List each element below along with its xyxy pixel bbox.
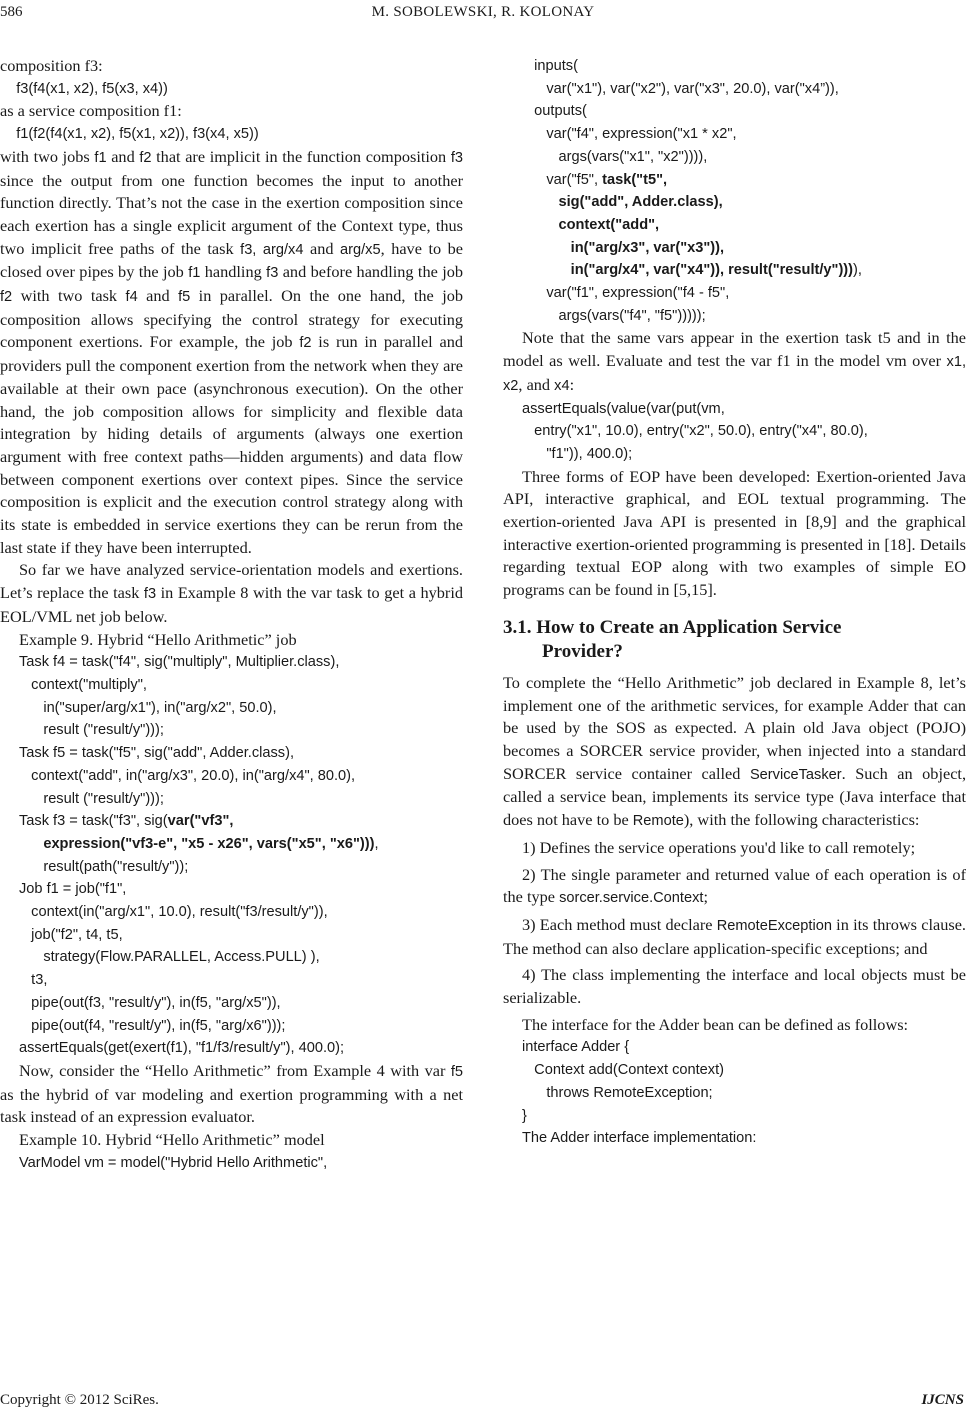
code-line: args(vars("x1", "x2")))), bbox=[522, 148, 708, 165]
paragraph: as a service composition f1: bbox=[0, 101, 182, 121]
code-line: throws RemoteException; bbox=[522, 1084, 713, 1101]
page-number: 586 bbox=[0, 4, 23, 20]
code-line: in("arg/x4", var("x4")), result("result/y")))), bbox=[522, 262, 862, 279]
code-line: context("add", bbox=[522, 216, 660, 233]
code-line: var("f5", task("t5", bbox=[522, 171, 668, 188]
code-line: pipe(out(f4, "result/y"), in(f5, "arg/x6"))); bbox=[19, 1017, 286, 1034]
page-header bbox=[0, 0, 966, 24]
paragraph: Three forms of EOP have been developed: Exertion-oriented Java API, interactive graphical, and EOL textual programming. The exertion-oriented Java API is presented in [8,9] and the graphical interactive exertion-oriented programming is presented in [18]. Details regarding textual EOP along with two examples of simple EO programs can be found in [5,15]. bbox=[503, 466, 966, 600]
list-item: 4) The class implementing the interface and local objects must be serializable. bbox=[503, 965, 966, 1008]
code-line: VarModel vm = model("Hybrid Hello Arithmetic", bbox=[19, 1154, 328, 1171]
code-line: result ("result/y"))); bbox=[19, 722, 164, 739]
code-block-adder bbox=[503, 1036, 966, 1150]
code-line: in("arg/x3", var("x3")), bbox=[522, 239, 725, 256]
code-line: interface Adder { bbox=[522, 1039, 630, 1056]
paragraph: composition f3: bbox=[0, 56, 103, 75]
code-line: var("f1", expression("f4 - f5", bbox=[522, 285, 730, 302]
code-line: expression("vf3-e", "x5 - x26", vars("x5", "x6"))), bbox=[19, 835, 379, 852]
code-block-example-10 bbox=[503, 55, 966, 327]
code-line: var("x1"), var("x2"), var("x3", 20.0), var("x4”)), bbox=[522, 80, 839, 97]
page-footer bbox=[0, 1392, 966, 1412]
code-line: } bbox=[522, 1107, 527, 1124]
code-line: context("add", in("arg/x3", 20.0), in("arg/x4", 80.0), bbox=[19, 767, 356, 784]
code-line: t3, bbox=[19, 972, 48, 989]
running-head: M. SOBOLEWSKI, R. KOLONAY bbox=[371, 4, 595, 20]
code-line: sig("add", Adder.class), bbox=[522, 194, 723, 211]
code-line: Task f3 = task("f3", sig(var("vf3", bbox=[19, 813, 234, 830]
code-line: Context add(Context context) bbox=[522, 1062, 724, 1079]
paragraph: with two jobs f1 and f2 that are implicit in the function composition f3 since the output from one function becomes the input to another function directly. That’s not the case in the exertion composition since each exertion has a single explicit argument of the Context type, thus two implicit free paths of the task f3, arg/x4 and arg/x5, have to be closed over pipes by the job f1 handling f3 and before handling the job f2 with two task f4 and f5 in parallel. On the one hand, the job composition allows specifying the control strategy for executing component exertions. For example, the job f2 is run in parallel and providers pull the component exertion from the network when they are available at their own pace (asynchronous execution). On the other hand, the job composition allows for simplicity and flexible data integration by hiding details of arguments (always one exertion argument with free context paths—hidden arguments) and data flow between component exertions over context pipes. Since the service composition is explicit and the execution control strategy along with its state is embedded in service exertions they can be rerun from the last state if they have been interrupted. bbox=[0, 146, 464, 557]
list-item: 2) The single parameter and returned value of each operation is of the type sorcer.service.Context; bbox=[503, 864, 966, 907]
paragraph: So far we have analyzed service-orientation models and exertions. Let’s replace the task f3 in Example 8 with the var task to get a hybrid EOL/VML net job below. bbox=[0, 560, 463, 626]
code-line: inputs( bbox=[522, 58, 578, 74]
code-line: The Adder interface implementation: bbox=[522, 1130, 757, 1147]
paragraph: The interface for the Adder bean can be defined as follows: bbox=[522, 1014, 909, 1034]
code-line: pipe(out(f3, "result/y"), in(f5, "arg/x5")), bbox=[19, 994, 281, 1011]
example-caption: Example 9. Hybrid “Hello Arithmetic” job bbox=[19, 629, 297, 649]
journal-name: IJCNS bbox=[921, 1392, 964, 1408]
code-line: var("f4", expression("x1 * x2", bbox=[522, 126, 737, 143]
example-caption: Example 10. Hybrid “Hello Arithmetic” model bbox=[19, 1130, 325, 1150]
code-line: f1(f2(f4(x1, x2), f5(x1, x2)), f3(x4, x5)) bbox=[0, 126, 259, 143]
paragraph: To complete the “Hello Arithmetic” job declared in Example 8, let’s implement one of the arithmetic services, for example Adder that can be used by the SOS as expected. A plain old Java object (POJO) becomes a SORCER service provider, when injected into a standard SORCER service container called ServiceTasker. Such an object, called a service bean, implements its service type (Java interface that does not have to be Remote), with the following characteristics: bbox=[503, 672, 966, 830]
code-line: outputs( bbox=[522, 103, 587, 120]
list-item: 1) Defines the service operations you'd like to call remotely; bbox=[522, 837, 916, 857]
code-line: Task f4 = task("f4", sig("multiply", Multiplier.class), bbox=[19, 654, 340, 671]
code-line: Task f5 = task("f5", sig("add", Adder.class), bbox=[19, 745, 295, 762]
code-block-example-9 bbox=[0, 651, 463, 1060]
code-line: f3(f4(x1, x2), f5(x3, x4)) bbox=[0, 80, 168, 97]
code-line: in("super/arg/x1"), in("arg/x2", 50.0), bbox=[19, 699, 277, 716]
paragraph: Note that the same vars appear in the exertion task t5 and in the model as well. Evaluate and test the var f1 in the model vm over x1, x2, and x4: bbox=[503, 328, 966, 394]
code-line: "f1")), 400.0); bbox=[522, 445, 633, 462]
copyright: Copyright © 2012 SciRes. bbox=[0, 1392, 159, 1408]
code-line: args(vars("f4", "f5"))))); bbox=[522, 307, 706, 324]
code-line: entry("x1", 10.0), entry("x2", 50.0), entry("x4", 80.0), bbox=[522, 423, 868, 440]
code-line: context("multiply", bbox=[19, 676, 147, 693]
code-line: result(path("result/y")); bbox=[19, 858, 189, 875]
code-line: assertEquals(get(exert(f1), "f1/f3/result/y"), 400.0); bbox=[19, 1040, 345, 1057]
code-line: context(in("arg/x1", 10.0), result("f3/result/y")), bbox=[19, 904, 328, 921]
paragraph: Now, consider the “Hello Arithmetic” from Example 4 with var f5 as the hybrid of var modeling and exertion programming with a net task instead of an expression evaluator. bbox=[0, 1060, 463, 1127]
code-line: assertEquals(value(var(put(vm, bbox=[522, 400, 725, 417]
code-line: Job f1 = job("f1", bbox=[19, 881, 127, 898]
code-line: result ("result/y"))); bbox=[19, 790, 164, 807]
section-heading: 3.1. How to Create an Application Service Provider? bbox=[503, 616, 842, 662]
code-block-assert bbox=[503, 398, 966, 466]
left-column bbox=[0, 55, 463, 1174]
code-line: strategy(Flow.PARALLEL, Access.PULL) ), bbox=[19, 949, 320, 966]
list-item: 3) Each method must declare RemoteException in its throws clause. The method can also declare application-specific exceptions; and bbox=[503, 914, 966, 958]
code-line: job("f2", t4, t5, bbox=[19, 926, 123, 943]
right-column bbox=[503, 55, 966, 1150]
